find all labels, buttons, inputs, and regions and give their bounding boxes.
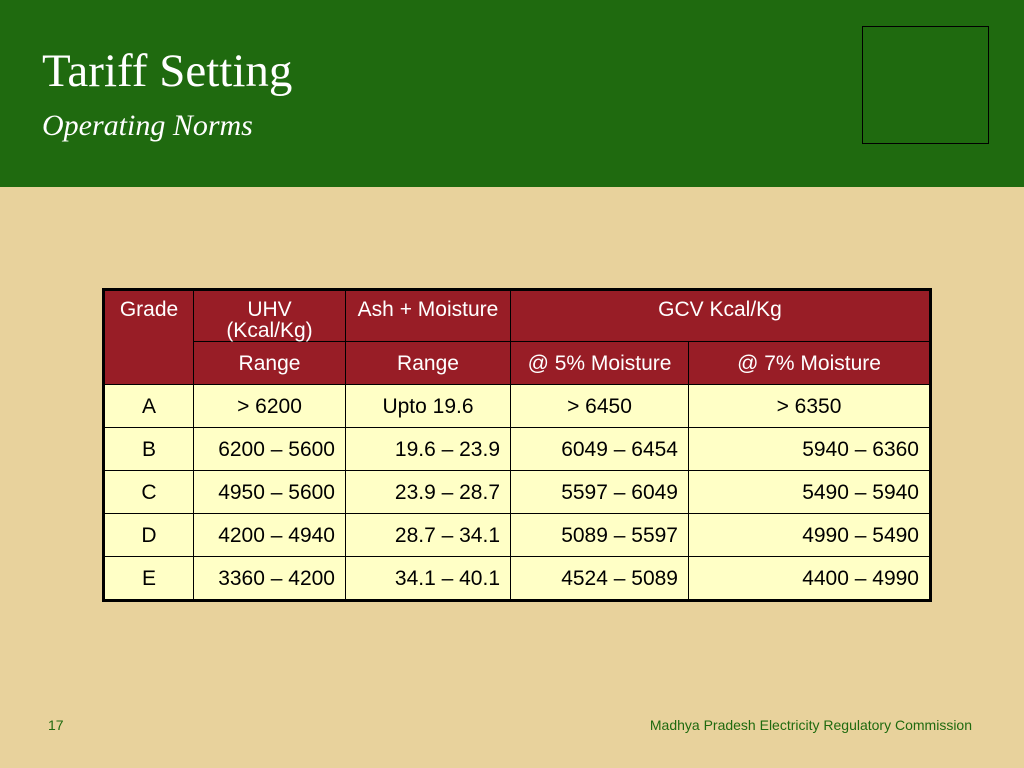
cell-grade: A xyxy=(104,385,194,428)
cell-uhv: 3360 – 4200 xyxy=(194,557,346,601)
header-gcv-7-moisture: @ 7% Moisture xyxy=(689,342,931,385)
table-row xyxy=(104,471,931,514)
cell-gcv7: 5490 – 5940 xyxy=(689,471,931,514)
table-row xyxy=(104,557,931,601)
header-uhv-range: Range xyxy=(194,342,346,385)
table-subheader-row xyxy=(104,342,931,385)
cell-gcv5: 6049 – 6454 xyxy=(511,428,689,471)
cell-grade: D xyxy=(104,514,194,557)
cell-ash: 28.7 – 34.1 xyxy=(346,514,511,557)
cell-gcv7: 4400 – 4990 xyxy=(689,557,931,601)
cell-grade: E xyxy=(104,557,194,601)
cell-ash: 23.9 – 28.7 xyxy=(346,471,511,514)
cell-ash: 34.1 – 40.1 xyxy=(346,557,511,601)
page-number: 17 xyxy=(48,717,64,733)
cell-gcv5: 5597 – 6049 xyxy=(511,471,689,514)
cell-gcv5: 4524 – 5089 xyxy=(511,557,689,601)
cell-gcv7: 5940 – 6360 xyxy=(689,428,931,471)
cell-uhv: 6200 – 5600 xyxy=(194,428,346,471)
table-row xyxy=(104,428,931,471)
cell-grade: C xyxy=(104,471,194,514)
operating-norms-table xyxy=(102,288,932,602)
header-ash-moisture: Ash + Moisture xyxy=(346,290,511,342)
table-row xyxy=(104,514,931,557)
slide-header xyxy=(0,0,1024,187)
slide-title: Tariff Setting xyxy=(42,45,293,97)
cell-ash: Upto 19.6 xyxy=(346,385,511,428)
table-row xyxy=(104,385,931,428)
footer-organization: Madhya Pradesh Electricity Regulatory Commission xyxy=(649,717,972,733)
cell-gcv7: > 6350 xyxy=(689,385,931,428)
decorative-box xyxy=(862,26,989,144)
cell-grade: B xyxy=(104,428,194,471)
header-gcv-5-moisture: @ 5% Moisture xyxy=(511,342,689,385)
cell-uhv: 4200 – 4940 xyxy=(194,514,346,557)
cell-uhv: > 6200 xyxy=(194,385,346,428)
table-header-row xyxy=(104,290,931,342)
header-gcv: GCV Kcal/Kg xyxy=(511,290,931,342)
cell-gcv5: > 6450 xyxy=(511,385,689,428)
cell-ash: 19.6 – 23.9 xyxy=(346,428,511,471)
header-uhv: UHV (Kcal/Kg) xyxy=(194,290,346,342)
header-ash-range: Range xyxy=(346,342,511,385)
cell-uhv: 4950 – 5600 xyxy=(194,471,346,514)
slide-subtitle: Operating Norms xyxy=(42,109,253,142)
cell-gcv5: 5089 – 5597 xyxy=(511,514,689,557)
header-grade: Grade xyxy=(104,290,194,385)
cell-gcv7: 4990 – 5490 xyxy=(689,514,931,557)
